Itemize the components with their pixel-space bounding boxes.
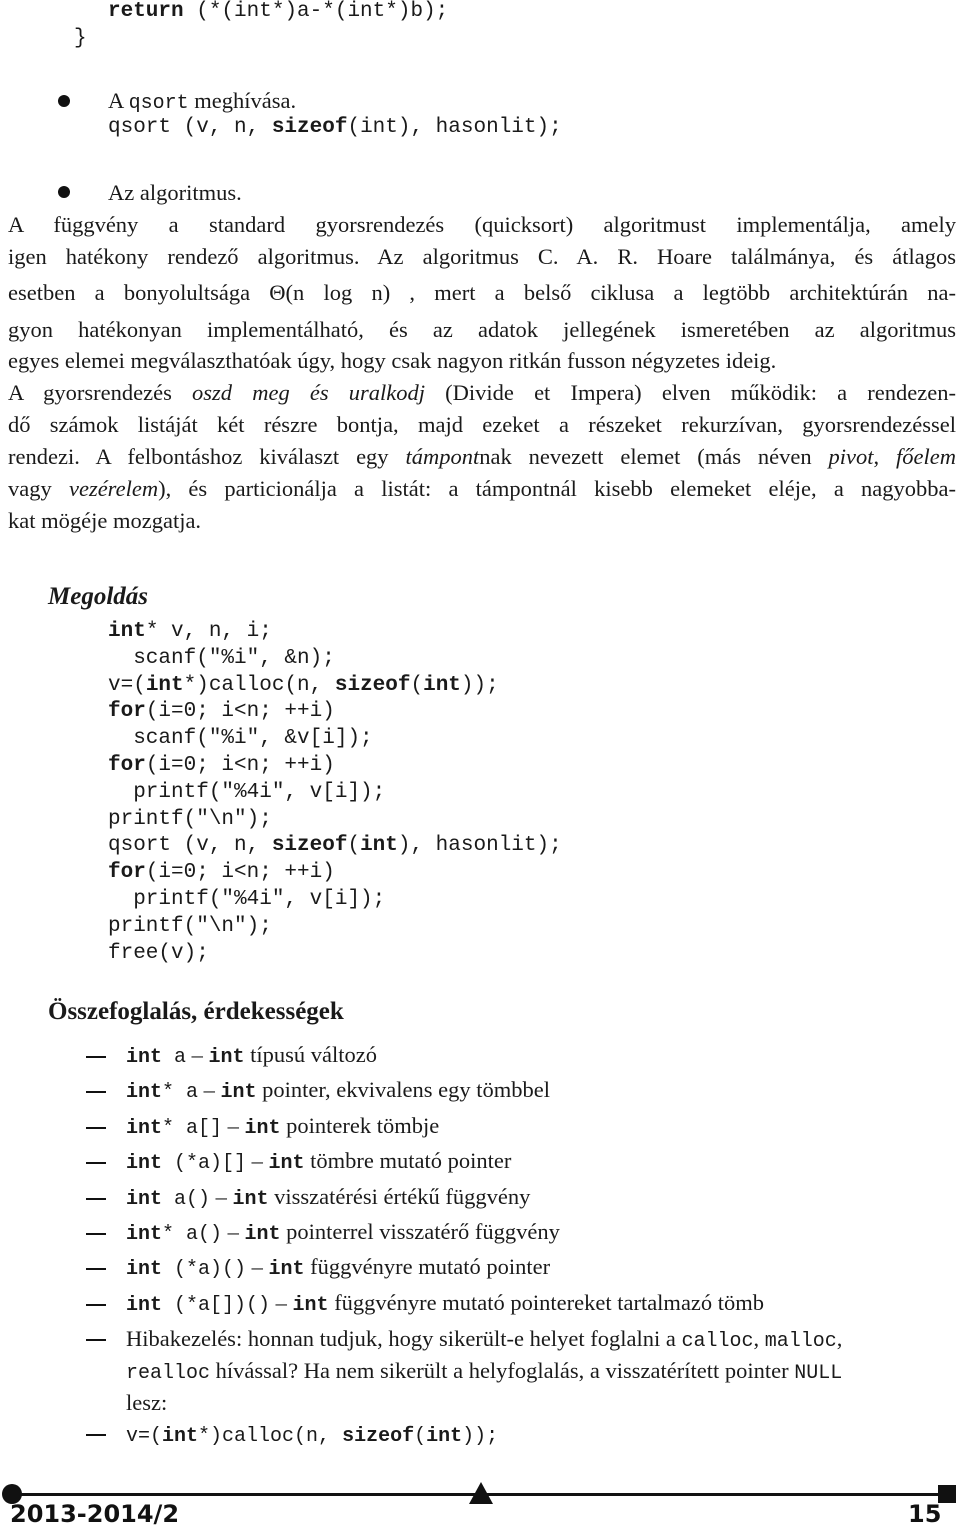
description-p2-line-4 xyxy=(8,473,956,504)
emphasis: főelem xyxy=(896,444,957,469)
code-text: v=( xyxy=(108,673,146,697)
text: , xyxy=(836,1326,843,1351)
keyword: sizeof xyxy=(342,1425,415,1448)
dash-icon xyxy=(86,1268,106,1270)
inline-code: realloc xyxy=(126,1362,211,1385)
code-line xyxy=(108,941,209,967)
keyword: int xyxy=(244,1116,281,1140)
description-p2-line-5: kat mögéje mozgatja. xyxy=(8,508,202,533)
error-handling-line-1 xyxy=(126,1324,956,1357)
inline-code: malloc xyxy=(764,1330,837,1353)
inline-code: NULL xyxy=(794,1362,843,1385)
emphasis: oszd meg és uralkodj xyxy=(192,380,426,405)
text: vagy xyxy=(8,476,69,501)
keyword: sizeof xyxy=(271,116,348,139)
keyword: sizeof xyxy=(271,834,348,858)
code-line xyxy=(108,753,335,779)
text: , xyxy=(753,1326,765,1351)
keyword: int xyxy=(232,1187,269,1211)
inline-code: * a[] xyxy=(162,1116,223,1140)
text: – xyxy=(246,1254,269,1280)
text: függvényre mutató pointer xyxy=(304,1254,551,1280)
keyword: int xyxy=(126,1116,163,1140)
code-text: *)calloc(n, xyxy=(198,1425,343,1448)
code-line xyxy=(108,673,499,699)
code-text: * v, n, i; xyxy=(145,620,272,643)
code-text: free(v); xyxy=(108,941,209,965)
keyword: int xyxy=(162,1425,199,1448)
summary-item xyxy=(126,1040,377,1073)
description-p2-line-3 xyxy=(8,441,956,472)
inline-code: (*a)[] xyxy=(162,1152,247,1176)
keyword: int xyxy=(220,1081,257,1105)
code-close-brace: } xyxy=(74,27,87,50)
keyword: sizeof xyxy=(334,673,411,697)
text: – xyxy=(246,1148,269,1174)
text: rendezi. A felbontáshoz kiválaszt egy xyxy=(8,444,406,469)
last-code-line xyxy=(126,1419,498,1452)
text: – xyxy=(198,1077,221,1103)
inline-code: * a xyxy=(162,1081,199,1105)
bullet-icon xyxy=(58,95,70,107)
dash-icon xyxy=(86,1339,106,1341)
code-qsort-line: qsort (v, n, sizeof(int), hasonlit); xyxy=(108,116,562,139)
summary-item xyxy=(126,1288,764,1321)
keyword: int xyxy=(126,1293,163,1317)
inline-code: (*a)() xyxy=(162,1258,247,1282)
summary-item xyxy=(126,1146,511,1179)
code-text: scanf("%i", &v[i]); xyxy=(108,727,373,751)
emphasis: vezérelem xyxy=(68,476,159,501)
code-text: *)calloc(n, xyxy=(183,673,335,697)
keyword: int xyxy=(126,1258,163,1282)
keyword: int xyxy=(126,1152,163,1176)
code-text: ( xyxy=(347,834,361,858)
code-text: ( xyxy=(410,673,424,697)
code-text: printf("%4i", v[i]); xyxy=(108,780,386,804)
code-text: scanf("%i", &n); xyxy=(108,646,335,670)
keyword: int xyxy=(126,1223,163,1246)
description-p2-line-1 xyxy=(8,377,956,408)
code-text: ( xyxy=(414,1425,427,1448)
text: típusú változó xyxy=(244,1042,378,1067)
code-line xyxy=(108,833,562,859)
inline-code: * a() xyxy=(162,1223,223,1246)
dash-icon xyxy=(86,1304,106,1306)
description-line-2: igen hatékony rendező algoritmus. Az algoritmus C. A. R. Hoare találmánya, és átlagos xyxy=(8,244,956,269)
text: – xyxy=(186,1042,209,1067)
keyword: int xyxy=(292,1293,329,1317)
text: meghívása. xyxy=(188,88,297,113)
keyword: int xyxy=(126,1187,163,1211)
code-text: qsort (v, n, xyxy=(108,116,272,139)
code-line xyxy=(108,619,272,645)
code-text: (i=0; i<n; ++i) xyxy=(145,861,335,885)
code-line xyxy=(108,887,385,913)
inline-code: (*a[])() xyxy=(162,1293,271,1317)
description-p2-line-2: dő számok listáját két részre bontja, majd ezeket a részeket rekurzívan, gyorsrendezéssel xyxy=(8,412,956,437)
inline-code: calloc xyxy=(681,1330,754,1353)
description-line-1: A függvény a standard gyorsrendezés (quicksort) algoritmust implementálja, amely xyxy=(8,212,956,237)
code-text: qsort (v, n, xyxy=(108,834,272,858)
dash-icon xyxy=(86,1434,106,1436)
code-text: (i=0; i<n; ++i) xyxy=(145,754,335,777)
summary-heading: Összefoglalás, érdekességek xyxy=(48,998,344,1025)
error-handling-line-2 xyxy=(126,1356,842,1389)
code-text: )); xyxy=(462,1425,499,1448)
keyword: int xyxy=(268,1152,305,1176)
description-line-4: gyon hatékonyan implementálható, és az adatok jellegének ismeretében az algoritmus xyxy=(8,317,956,342)
code-text: printf("%4i", v[i]); xyxy=(108,888,386,911)
code-line xyxy=(108,726,373,752)
bullet-icon xyxy=(58,186,70,198)
code-line xyxy=(108,780,385,806)
keyword: int xyxy=(126,1046,163,1069)
code-text: printf("\n"); xyxy=(108,807,272,831)
emphasis: támpont xyxy=(405,444,480,469)
text: tömbre mutató pointer xyxy=(304,1148,512,1174)
dash-icon xyxy=(86,1233,106,1235)
text: nak nevezett elemet (más néven xyxy=(479,444,829,469)
code-text: ), hasonlit); xyxy=(397,116,562,139)
keyword: int xyxy=(268,1258,305,1282)
dash-icon xyxy=(86,1127,106,1129)
summary-item xyxy=(126,1252,550,1285)
keyword: return xyxy=(108,0,184,23)
dash-icon xyxy=(86,1162,106,1164)
summary-item xyxy=(126,1111,439,1144)
keyword: for xyxy=(108,861,146,885)
code-text: )); xyxy=(460,673,499,697)
text: ), és particionálja a listát: a támpontnál kisebb elemeket eléje, a nagyobba- xyxy=(158,476,956,501)
code-text: (*(int*)a-*(int*)b); xyxy=(183,0,449,23)
description-line-5: egyes elemei megválaszthatóak úgy, hogy csak nagyon ritkán fusson négyzetes ideig. xyxy=(8,348,777,373)
text: (Divide et Impera) elven működik: a rendezen- xyxy=(425,380,956,405)
keyword: int xyxy=(360,834,398,858)
text: A xyxy=(108,88,129,113)
emphasis: pivot xyxy=(828,444,874,469)
keyword: for xyxy=(108,700,146,724)
code-line xyxy=(108,860,335,886)
dash-icon xyxy=(86,1091,106,1093)
text: – xyxy=(210,1183,233,1209)
footer-triangle-icon xyxy=(469,1482,493,1504)
code-line xyxy=(108,646,335,672)
code-text: printf("\n"); xyxy=(108,914,272,938)
keyword: int xyxy=(426,1425,463,1448)
bullet-algorithm: Az algoritmus. xyxy=(108,180,242,205)
summary-item xyxy=(126,1182,530,1215)
text: pointerek tömbje xyxy=(280,1112,440,1138)
code-line xyxy=(108,914,272,940)
text: – xyxy=(222,1219,245,1244)
description-line-3: esetben a bonyolultsága Θ(n log n) , mert a belső ciklusa a legtöbb architektúrán na- xyxy=(8,280,956,305)
text: – xyxy=(222,1112,245,1138)
dash-icon xyxy=(86,1056,106,1058)
keyword: for xyxy=(108,754,146,777)
text: függvényre mutató pointereket tartalmazó tömb xyxy=(328,1289,765,1315)
inline-code: qsort xyxy=(128,92,189,115)
code-line xyxy=(108,807,272,833)
inline-code: a xyxy=(162,1046,187,1069)
text: hívással? Ha nem sikerült a helyfoglalás, a visszatérített pointer xyxy=(210,1358,795,1383)
code-text: ), hasonlit); xyxy=(397,834,562,858)
text: visszatérési értékű függvény xyxy=(268,1183,531,1209)
footer-term: 2013-2014/2 xyxy=(10,1500,180,1528)
summary-item xyxy=(126,1217,560,1250)
keyword: int xyxy=(108,620,146,643)
keyword: int xyxy=(126,1081,163,1105)
text: pointerrel visszatérő függvény xyxy=(280,1219,560,1244)
solution-heading: Megoldás xyxy=(48,583,148,610)
error-handling-line-3: lesz: xyxy=(126,1390,168,1415)
text: , xyxy=(873,444,897,469)
text: Hibakezelés: honnan tudjuk, hogy sikerült-e helyet foglalni a xyxy=(126,1326,682,1351)
inline-code: a() xyxy=(162,1187,211,1211)
text: A gyorsrendezés xyxy=(8,380,193,405)
text: pointer, ekvivalens egy tömbbel xyxy=(256,1077,550,1103)
keyword: int xyxy=(423,673,461,697)
keyword: int xyxy=(145,673,184,697)
keyword: int xyxy=(208,1046,245,1069)
dash-icon xyxy=(86,1198,106,1200)
summary-item xyxy=(126,1075,550,1108)
footer-page-number: 15 xyxy=(908,1500,942,1528)
keyword: int xyxy=(244,1223,281,1246)
text: – xyxy=(270,1289,293,1315)
code-return-line xyxy=(108,0,448,25)
code-text: int xyxy=(360,116,398,139)
code-line xyxy=(108,699,335,725)
code-text: (i=0; i<n; ++i) xyxy=(145,700,335,724)
code-text: v=( xyxy=(126,1425,163,1448)
